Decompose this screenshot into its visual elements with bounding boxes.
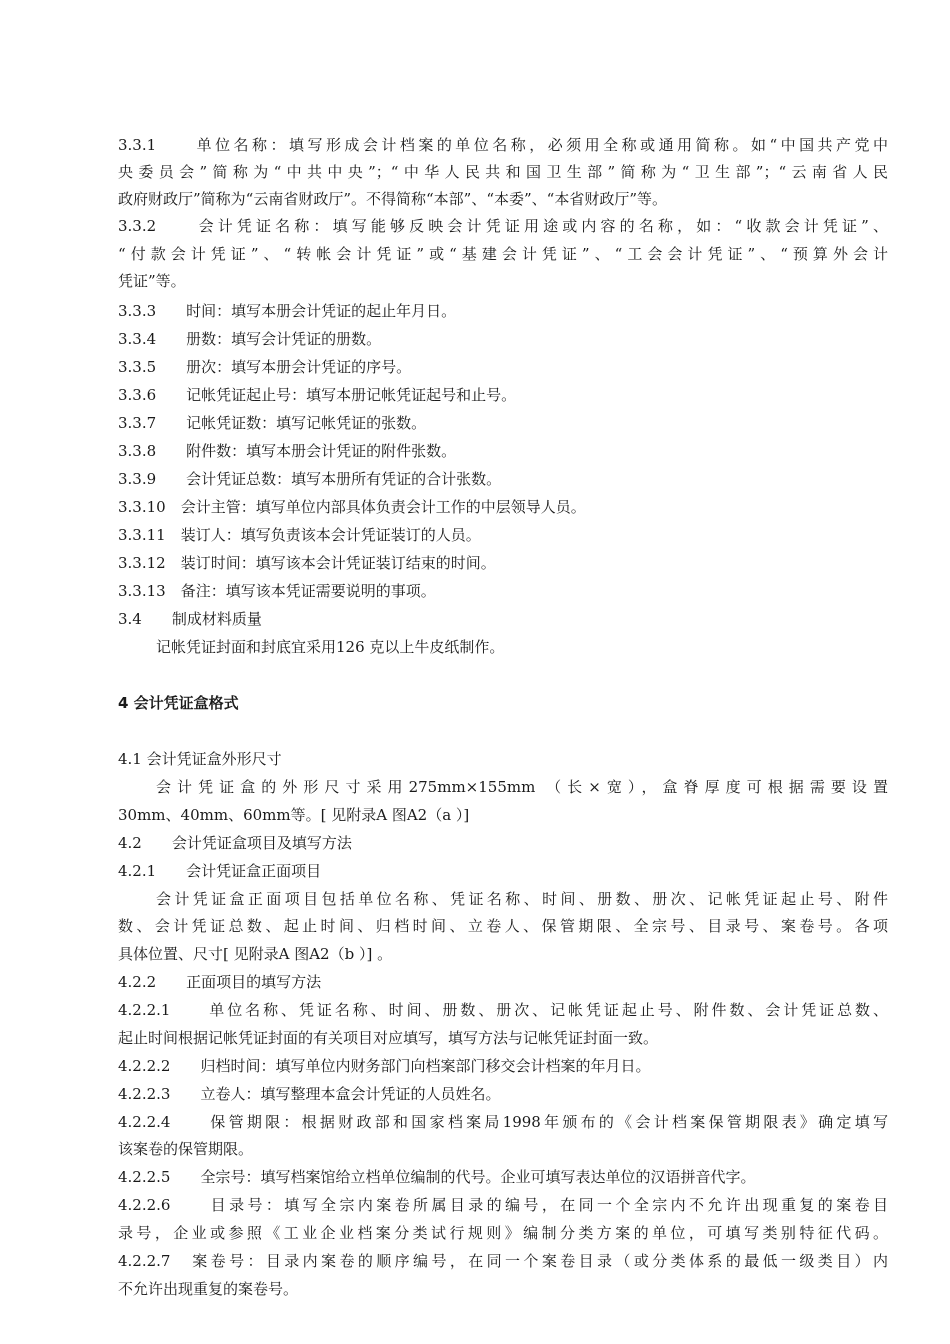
text-line: 凭证”等。 — [118, 272, 186, 290]
text-line: “付款会计凭证”、“转帐会计凭证”或“基建会计凭证”、“工会会计凭证”、“预算外会计 — [118, 245, 888, 263]
text-line: 数、会计凭证总数、起止时间、归档时间、立卷人、保管期限、全宗号、目录号、案卷号。各项 — [118, 917, 888, 935]
text-line: 4.2.2 正面项目的填写方法 — [118, 973, 322, 991]
text-line: 3.3.2 会计凭证名称：填写能够反映会计凭证用途或内容的名称，如：“收款会计凭证”、 — [118, 217, 888, 235]
text-line: 3.3.12 装订时间：填写该本会计凭证装订结束的时间。 — [118, 554, 496, 572]
text-line: 该案卷的保管期限。 — [118, 1140, 254, 1158]
text-line: 3.3.11 装订人：填写负责该本会计凭证装订的人员。 — [118, 526, 481, 544]
text-line: 政府财政厅”简称为“云南省财政厅”。不得简称“本部”、“本委”、“本省财政厅”等。 — [118, 190, 668, 208]
text-line: 4.2.2.4 保管期限：根据财政部和国家档案局1998年颁布的《会计档案保管期限表》确定填写 — [118, 1113, 888, 1131]
text-line: 会计凭证盒正面项目包括单位名称、凭证名称、时间、册数、册次、记帐凭证起止号、附件 — [156, 890, 888, 908]
text-line: 4.2.2.3 立卷人：填写整理本盒会计凭证的人员姓名。 — [118, 1085, 501, 1103]
text-line: 4.2.2.5 全宗号：填写档案馆给立档单位编制的代号。企业可填写表达单位的汉语拼音代字。 — [118, 1168, 756, 1186]
text-line: 3.3.10 会计主管：填写单位内部具体负责会计工作的中层领导人员。 — [118, 498, 586, 516]
text-line: 3.3.8 附件数：填写本册会计凭证的附件张数。 — [118, 442, 457, 460]
text-line: 3.3.7 记帐凭证数：填写记帐凭证的张数。 — [118, 414, 427, 432]
text-line: 3.3.6 记帐凭证起止号：填写本册记帐凭证起号和止号。 — [118, 386, 517, 404]
text-line: 30mm、40mm、60mm等。[ 见附录A 图A2（a ）] — [118, 806, 470, 824]
text-line: 具体位置、尺寸[ 见附录A 图A2（b ）] 。 — [118, 945, 393, 963]
text-line: 4.2.2.6 目录号：填写全宗内案卷所属目录的编号，在同一个全宗内不允许出现重复的案卷目 — [118, 1196, 888, 1214]
text-line: 4.2.1 会计凭证盒正面项目 — [118, 862, 322, 880]
text-line: 3.3.9 会计凭证总数：填写本册所有凭证的合计张数。 — [118, 470, 502, 488]
text-line: 4.2.2.7 案卷号：目录内案卷的顺序编号，在同一个案卷目录（或分类体系的最低一级类目）内 — [118, 1252, 888, 1270]
text-line: 3.3.5 册次：填写本册会计凭证的序号。 — [118, 358, 412, 376]
text-line: 4.2.2.2 归档时间：填写单位内财务部门向档案部门移交会计档案的年月日。 — [118, 1057, 651, 1075]
text-line: 起止时间根据记帐凭证封面的有关项目对应填写，填写方法与记帐凭证封面一致。 — [118, 1029, 659, 1047]
section-heading: 4 会计凭证盒格式 — [118, 694, 239, 712]
text-line: 3.3.3 时间：填写本册会计凭证的起止年月日。 — [118, 302, 457, 320]
text-line: 4.2 会计凭证盒项目及填写方法 — [118, 834, 352, 852]
text-line: 3.3.4 册数：填写会计凭证的册数。 — [118, 330, 382, 348]
text-line: 4.1 会计凭证盒外形尺寸 — [118, 750, 282, 768]
text-line: 3.3.13 备注：填写该本凭证需要说明的事项。 — [118, 582, 436, 600]
text-line: 3.4 制成材料质量 — [118, 610, 262, 628]
text-line: 4.2.2.1 单位名称、凭证名称、时间、册数、册次、记帐凭证起止号、附件数、会计凭证总数、 — [118, 1001, 888, 1019]
text-line: 记帐凭证封面和封底宜采用126 克以上牛皮纸制作。 — [156, 638, 505, 656]
text-line: 录号，企业或参照《工业企业档案分类试行规则》编制分类方案的单位，可填写类别特征代码。 — [118, 1224, 888, 1242]
text-line: 会计凭证盒的外形尺寸采用275mm×155mm （长×宽），盒脊厚度可根据需要设置 — [156, 778, 888, 796]
text-line: 3.3.1 单位名称：填写形成会计档案的单位名称，必须用全称或通用简称。如“中国共产党中 — [118, 136, 888, 154]
text-line: 央委员会”简称为“中共中央”；“中华人民共和国卫生部”简称为“卫生部”；“云南省人民 — [118, 163, 888, 181]
text-line: 不允许出现重复的案卷号。 — [118, 1280, 299, 1298]
